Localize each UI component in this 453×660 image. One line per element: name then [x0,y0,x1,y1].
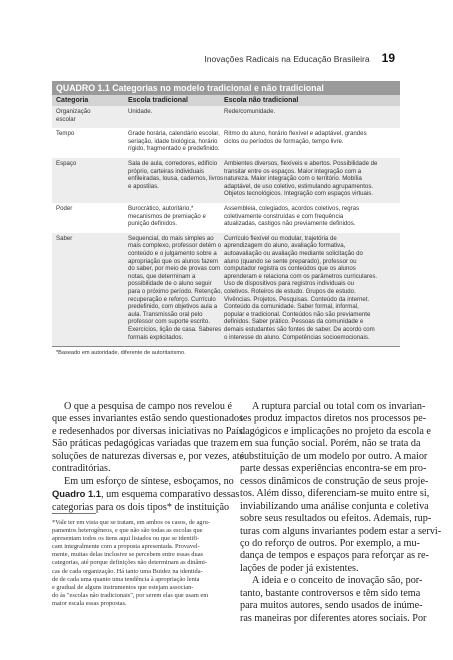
row-traditional-cell [128,130,220,153]
cell-line: mais complexo, professor detém o [128,242,222,250]
cell-line: Burocrático, autoritário,* [128,204,194,212]
cell-line: Assembleia, colegiados, acordos coletivos, regras [224,204,360,212]
cell-line: Grade horária, calendário escolar, [128,130,220,138]
cell-line: predefinido, com objetivos aula a [128,303,218,311]
cell-line: do saber, por meio de provas com [128,265,221,273]
text-line: O que a pesquisa de campo nos revelou é [64,401,233,412]
row-traditional-cell [128,108,216,116]
footnote-line: cas de cada organização. Há tanto uma Buidez na identida- [52,567,203,575]
text-line: tanto, bastante controversos e têm sido tema [240,587,421,599]
table-footnote: *Baseado em autoridade, diferente de autoritarismo. [52,346,400,359]
footnote-line: mente, muitas delas inclusive se percebem entre essas duas [52,551,204,559]
cell-line: Tempo [56,130,75,138]
row-category-cell [56,235,120,243]
cell-line: enfileiradas, lousa, cadernos, livros [128,175,224,183]
table-row [52,203,400,233]
column-header-traditional: Escola tradicional [128,97,188,104]
right-column-text [240,401,442,625]
text-line: cessos dinâmicos de construção de seus proje- [240,475,429,487]
left-column-text [52,401,246,514]
cell-line: e apostilas. [128,182,159,190]
text-line: para muitos autores, sendo usados de inúme- [240,600,423,612]
column-header-non-traditional: Escola não tradicional [224,97,299,104]
cell-line: aula. Transmissão oral pelo [128,310,203,318]
text-line: tes produz impactos diretos nos processos pe- [240,413,427,425]
text-line: ço do reforço de outros. Por exemplo, a mu- [240,537,420,549]
page-footnote [52,519,210,608]
row-category-cell [56,130,120,138]
table-header-row [52,95,400,106]
cell-line: coletivos. Roteiros de estudo. Grupos de estudo. [224,287,356,295]
cell-line: formais explicitados. [128,333,184,341]
text-line: Em um esforço de síntese, esboçamos, no [64,475,234,487]
footnote-line: cam integralmente com a proposta apresentada. Provavel- [52,543,200,551]
text-line: ras maneiras por diferentes atores sociais. Por [240,612,427,624]
cell-line: adaptável, de uso coletivo, estimulando agrupamentos. [224,182,374,190]
footnote-line: categorias, até porque definições não determinam as dinâmi- [52,559,208,567]
cell-line: computador registra os conteúdos que os alunos [224,265,356,273]
table-row [52,128,400,158]
table-row [52,106,400,128]
row-non-traditional-cell [224,205,392,228]
cell-line: definidos. Saber prático. Pessoas da comunidade e [224,318,364,326]
cell-line: Uso de dispositivos para registros individuais ou [224,280,355,288]
column-header-category: Categoria [56,97,89,104]
text-line: parte dessas experiências encontra-se em pro- [240,463,427,475]
text-line: dança de tempos e espaços para reforçar as re- [240,550,429,562]
cell-line: coletivamente construídas e com frequência [224,212,344,220]
cell-line: possibilidade de o aluno seguir [128,280,212,288]
text-line: substituição de um modelo por outro. A maior [240,450,428,462]
footnote-line: apresentam todos os itens aqui listados ou que se identifi- [52,535,200,543]
text-line: contraditórias. [52,463,111,475]
row-traditional-cell [128,205,216,228]
cell-line: aprendizagem do aluno, avaliação formativa, [224,242,346,250]
cell-line: rígido, fragmentado e predefinido. [128,145,220,153]
table-row [52,158,400,203]
cell-line: Conteúdo da comunidade. Saber formal, informal, [224,303,359,311]
text-line: A ruptura parcial ou total com os invarian- [252,401,426,412]
text-line: que esses invariantes estão sendo questionados [52,413,243,425]
cell-line: Poder [56,204,73,212]
running-header [0,51,395,65]
cell-line: Objetos tecnológicos. Integração com espaços virtuais. [224,190,374,198]
cell-line: demais estudantes são fontes de saber. De acordo com [224,325,375,333]
footnote-line: do às "escolas não tradicionais", por serem elas que usam em [52,591,209,599]
running-header-title: Inovações Radicais na Educação Brasileira [204,54,370,64]
page-number: 19 [381,51,395,65]
cell-line: Ritmo do aluno, horário flexível e adaptável, grandes [224,130,367,138]
cell-line: apropriação que os alunos fazem [128,257,219,265]
text-line: lações de poder já existentes. [240,562,359,574]
cell-line: notas, que determinam a [128,272,196,280]
cell-line: Exercícios, lição de casa. Saberes [128,325,222,333]
text-line: e redesenhados por diversas iniciativas no País. [52,425,246,437]
row-category-cell [56,160,120,168]
table-row [52,233,400,346]
text-line: sobre seus resultados ou efeitos. Ademais, rup- [240,513,432,525]
footnote-rule [52,513,96,514]
cell-line: professor com suporte escrito. [128,318,210,326]
cell-line: Espaço [56,159,77,167]
table-reference: Quadro 1.1 [52,488,101,500]
cell-line: Ambientes diversos, flexíveis e abertos. Possibilidade de [224,159,378,167]
row-traditional-cell [128,234,223,341]
cell-line: seriação, idade biológica, horário [128,137,218,145]
row-non-traditional-cell [224,160,392,198]
cell-line: natureza. Maior integração com o território. Mobília [224,175,362,183]
table-title: QUADRO 1.1 Categorias no modelo tradicional e não tradicional [52,81,400,95]
cell-line: mecanismos de premiação e [128,212,206,220]
cell-line: recuperação e reforço. Currículo [128,295,216,303]
cell-line: Unidade. [128,108,153,115]
text-line: em sua função social. Porém, não se trata da [240,438,421,450]
cell-line: atualizadas, castigos não previamente definidos. [224,220,356,228]
cell-line: Saber [56,234,73,242]
row-category-cell [56,108,120,123]
cell-line: transitar entre os espaços. Maior integração com a [224,167,362,175]
cell-line: Vivências. Projetos. Pesquisas. Conteúdo da internet. [224,295,370,303]
cell-line: aluno (quando se sente preparado), professor ou [224,257,357,265]
cell-line: próprio, carteiras individuais [128,167,204,175]
cell-line: Rede/comunidade. [224,108,276,115]
cell-line: punição definidos. [128,220,178,228]
row-non-traditional-cell [224,108,392,116]
footnote-line: maior escala essas propostas. [52,599,127,607]
text-line: tos. Além disso, diferenciam-se muito entre si, [240,488,430,500]
cell-line: para o próximo período. Retenção, [128,287,223,295]
row-traditional-cell [128,159,224,190]
row-category-cell [56,205,120,213]
cell-line: autoavaliação ou avaliação mediante solicitação do [224,249,363,257]
cell-line: Organização [56,108,91,115]
footnote-line: *Vale ter em vista que se tratam, em ambos os casos, de agru- [52,519,210,526]
cell-line: conteúdo e o julgamento sobre a [128,249,217,257]
cell-line: Currículo flexível ou modular, trajetória de [224,234,337,242]
text-line: categorias para os dois tipos* de instituição [52,501,230,513]
text-line: A ideia e o conceito de inovação são, por- [252,575,423,587]
row-non-traditional-cell [224,130,392,145]
cell-line: escolar [56,115,76,123]
row-non-traditional-cell [224,235,392,341]
cell-line: Sequencial, do mais simples ao [128,234,214,242]
footnote-line: de de cada uma quanto uma tendência à apropriação lenta [52,575,200,583]
text-line: inviabilizando uma análise conjunta e coletiva [240,500,429,512]
cell-line: ciclos ou períodos de formação, tempo livre. [224,137,344,145]
cell-line: o interesse do aluno. Competências socioemocionais. [224,333,370,341]
text-line [52,488,240,501]
text-line: São práticas pedagógicas variadas que trazem [52,438,239,450]
text-line: dagógicos e implicações no projeto da escola e [240,425,431,437]
footnote-line: e gradual de alguns instrumentos que estejam associan- [52,583,194,591]
cell-line: popular e tradicional. Conteúdos não são previamente [224,310,371,318]
footnote-line: pamentos heterogêneos, e que não são todas as escolas que [52,527,203,535]
cell-line: Sala de aula, corredores, edifício [128,159,218,167]
comparison-table [52,81,400,359]
text-line: turas com alguns invariantes podem estar a servi- [240,525,442,537]
cell-line: aprenderam e relaciona com os parâmetros curriculares. [224,272,378,280]
text-line: soluções de naturezas diversas e, por vezes, até [52,450,245,462]
text-fragment: , um esquema comparativo dessas [100,489,240,501]
